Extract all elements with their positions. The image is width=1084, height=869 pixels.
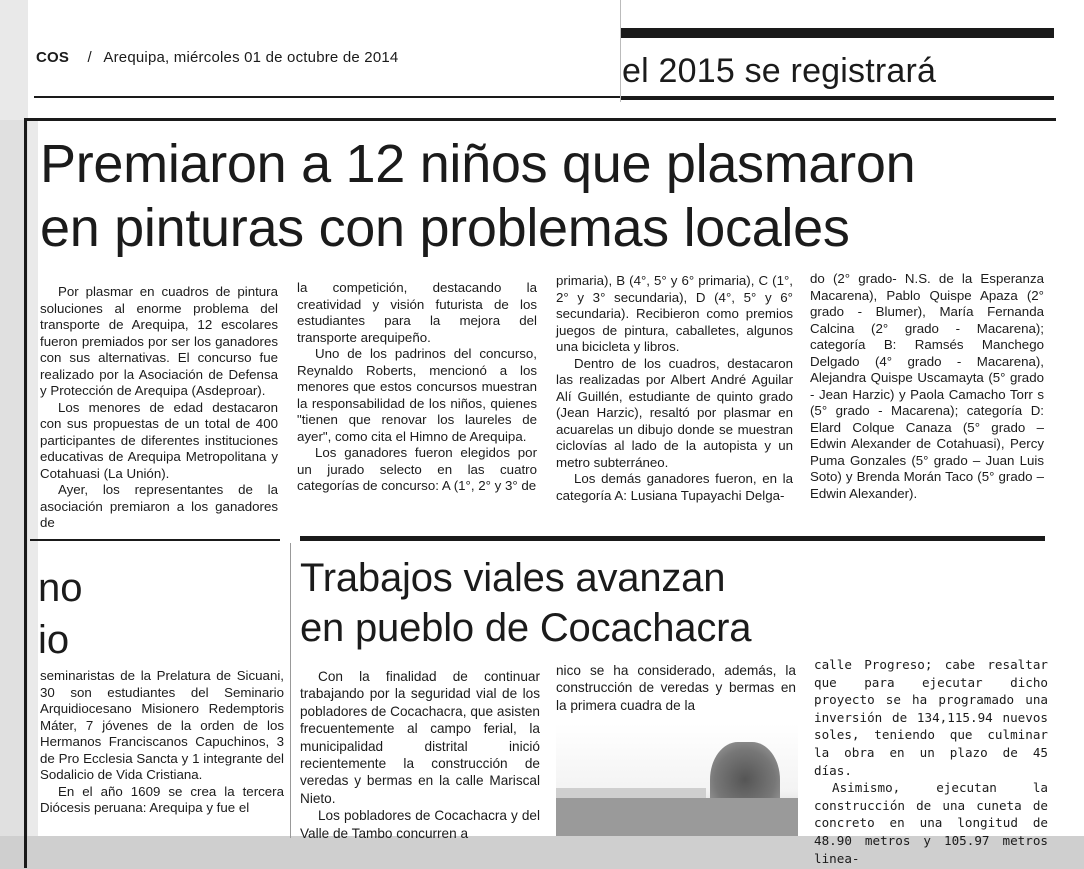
section-name: COS: [36, 49, 70, 66]
article1-headline: [40, 132, 1050, 260]
article2-headline-line2: en pueblo de Cocachacra: [300, 606, 752, 650]
clipping-left-border: [24, 118, 27, 868]
article1-col1-paragraph: Por plasmar en cuadros de pintura soluciones al enorme problema del transporte de Arequipa, 12 escolares fueron premiados por ser los ganadores con sus alternativas. El concurso fue realizado por la Asociación de Defensa y Protección de Arequipa (Asdeproar).: [40, 284, 278, 398]
adjacent-headline: el 2015 se registrará: [622, 52, 937, 90]
column-divider: [290, 543, 291, 838]
article1-col4-paragraph: do (2° grado- N.S. de la Esperanza Macarena), Pablo Quispe Apaza (2° grado - Blumer), María Fernanda Calcina (2° grado - Macarena); categoría B: Ramsés Manchego Delgado (4° grado - Macarena), Alejandra Quispe Uscamayta (5° grado - Jean Harzic) y Paola Camacho Torr s (5° grado - Macarena); categoría D: Elard Colque Canaza (5° grado – Edwin Alexander de Cotahuasi), Percy Puma Gonzales (5° grado – Juan Luis Soto) y Brenda Morán Taco (5° grado – Edwin Alexander).: [810, 271, 1044, 501]
left-fragment-headline-line2: io: [38, 618, 70, 662]
photo-ground: [556, 798, 798, 836]
article1-col1-paragraph: Ayer, los representantes de la asociación premiaron a los ganadores de: [40, 482, 278, 530]
article1-column-2: [297, 280, 537, 495]
dateline-separator: /: [87, 49, 92, 66]
article1-col2-paragraph: Uno de los padrinos del concurso, Reynaldo Roberts, mencionó a los menores que estos concursos muestran la responsabilidad de los niños, quienes "tienen que renovar los laureles de ayer", como cita el Himno de Arequipa.: [297, 346, 537, 444]
article1-headline-line2: en pinturas con problemas locales: [40, 198, 850, 258]
scan-left-shadow: [0, 120, 38, 869]
left-fragment-headline-line1: no: [38, 566, 83, 610]
top-rule-right: [620, 28, 1054, 38]
article1-col3-paragraph: Los demás ganadores fueron, en la categoría A: Lusiana Tupayachi Delga-: [556, 471, 793, 503]
article2-column-2: [556, 662, 796, 714]
article2-col3-paragraph: Asimismo, ejecutan la construcción de una cuneta de concreto en una longitud de 48.90 metros y 105.97 metros linea-: [814, 780, 1048, 866]
article2-col1-paragraph: Con la finalidad de continuar trabajando por la seguridad vial de los pobladores de Cocachacra, que asisten frecuentemente al campo ferial, la municipalidad distrital inició recientemente la construcción de veredas y bermas en la calle Mariscal Nieto.: [300, 669, 540, 806]
article2-col2-paragraph: nico se ha considerado, además, la construcción de veredas y bermas en la primera cuadra de la: [556, 663, 796, 713]
article2-column-3: [814, 656, 1048, 867]
dateline: [36, 49, 398, 66]
article2-headline-line1: Trabajos viales avanzan: [300, 556, 726, 600]
article1-col3-paragraph: primaria), B (4°, 5° y 6° primaria), C (1°, 2° y 3° secundaria), D (4°, 5° y 6° secundaria). Recibieron como premios juegos de pintura, caballetes, algunos una bicicleta y libros.: [556, 273, 793, 354]
left-fragment-paragraph: seminaristas de la Prelatura de Sicuani, 30 son estudiantes del Seminario Arquidiocesano Misionero Redemptoris Máter, 7 jóvenes de la orden de los Hermanos Franciscanos Capuchinos, 3 de Pro Ecclesia Sancta y 1 integrante del Sodalicio de Vida Cristiana.: [40, 668, 284, 782]
left-section-rule: [30, 539, 280, 541]
article2-col1-paragraph: Los pobladores de Cocachacra y del Valle de Tambo concurren a: [300, 808, 540, 841]
article1-column-4: [810, 271, 1044, 502]
article1-col2-paragraph: la competición, destacando la creatividad y visión futurista de los estudiantes para la mejora del transporte arequipeño.: [297, 280, 537, 345]
left-fragment-paragraph: En el año 1609 se crea la tercera Diócesis peruana: Arequipa y fue el: [40, 783, 284, 815]
clipping-top-border: [24, 118, 1056, 121]
article2-col3-paragraph: calle Progreso; cabe resaltar que para ejecutar dicho proyecto se ha programado una inversión de 134,115.94 nuevos soles, teniendo que culminar la obra en un plazo de 45 días.: [814, 657, 1048, 778]
article2-photo: [556, 724, 798, 836]
left-fragment-body: [40, 668, 284, 817]
article1-col2-paragraph: Los ganadores fueron elegidos por un jurado selecto en las cuatro categorías de concurso: A (1°, 2° y 3° de: [297, 445, 537, 493]
article1-headline-line1: Premiaron a 12 niños que plasmaron: [40, 134, 916, 194]
article1-column-3: [556, 273, 793, 504]
article1-column-1: [40, 284, 278, 532]
date-text: Arequipa, miércoles 01 de octubre de 2014: [103, 49, 399, 66]
article1-col1-paragraph: Los menores de edad destacaron con sus propuestas de un total de 400 participantes de diferentes instituciones educativas de Arequipa Metropolitana y Cotahuasi (La Unión).: [40, 399, 278, 481]
article2-column-1: [300, 668, 540, 842]
section-rule: [300, 536, 1045, 541]
article2-headline: [300, 553, 860, 653]
article1-col3-paragraph: Dentro de los cuadros, destacaron las realizadas por Albert André Aguilar Alí Guillén, estudiante de quinto grado (Jean Harzic), resaltó por plasmar en acuarelas un dibujo donde se muestran ciclovías al lado de la autopista y un metro subterráneo.: [556, 355, 793, 470]
dateline-rule: [34, 96, 620, 98]
top-rule-right-lower: [620, 96, 1054, 100]
